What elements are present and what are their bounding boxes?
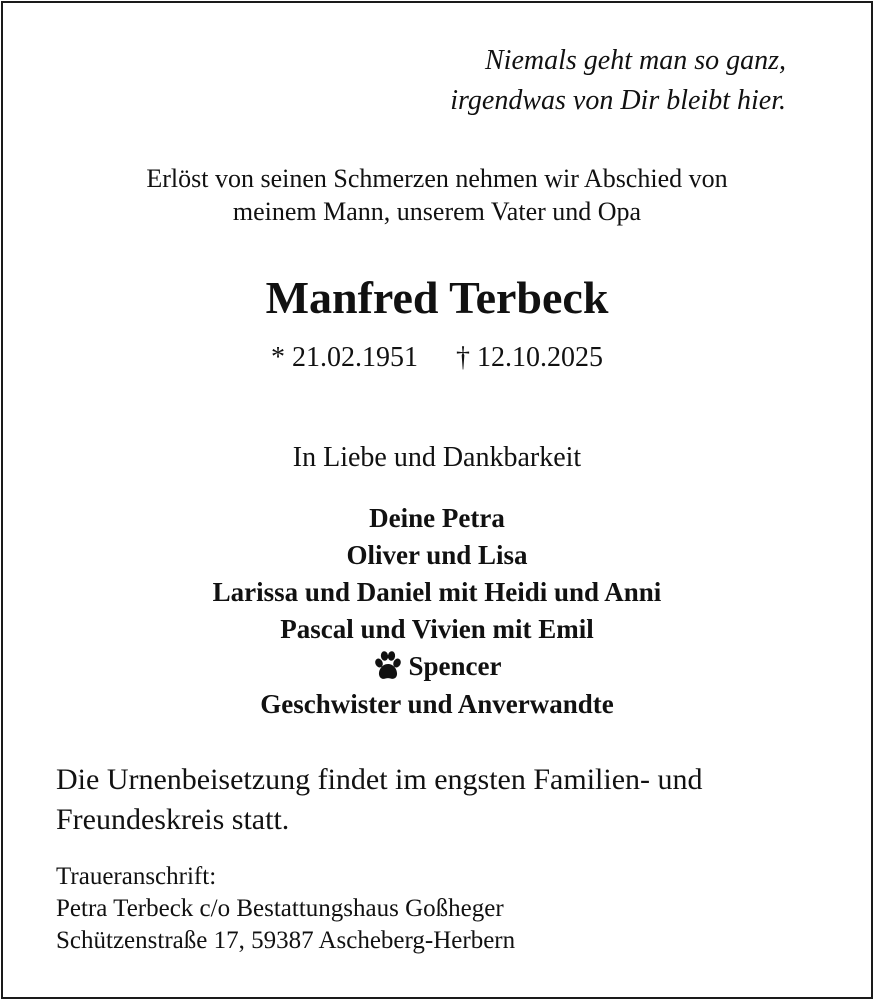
life-dates (0, 340, 874, 376)
mourner-line-6: Geschwister und Anverwandte (260, 689, 614, 719)
notice-line-1: Die Urnenbeisetzung findet im engsten Familien- und (56, 763, 703, 796)
mourner-line-1: Deine Petra (369, 503, 505, 533)
address-line-2: Schützenstraße 17, 59387 Ascheberg-Herbern (56, 927, 516, 954)
birth-date: * 21.02.1951 (271, 342, 418, 373)
mourner-line-2: Oliver und Lisa (346, 540, 528, 570)
mourner-line-5 (0, 648, 874, 684)
notice-line-2: Freundeskreis statt. (56, 803, 290, 836)
deceased-name: Manfred Terbeck (265, 272, 609, 323)
dedication: In Liebe und Dankbarkeit (292, 442, 582, 473)
death-date: † 12.10.2025 (456, 342, 603, 373)
mourner-line-3: Larissa und Daniel mit Heidi und Anni (212, 577, 662, 607)
pet-name: Spencer (408, 651, 502, 681)
address-line-1: Petra Terbeck c/o Bestattungshaus Goßheger (56, 895, 504, 922)
paw-icon (373, 650, 403, 682)
motto-line-1: Niemals geht man so ganz, (485, 45, 786, 76)
mourner-line-4: Pascal und Vivien mit Emil (280, 614, 594, 644)
intro-line-1: Erlöst von seinen Schmerzen nehmen wir Abschied von (146, 164, 728, 193)
motto-line-2: irgendwas von Dir bleibt hier. (450, 85, 786, 116)
address-label: Traueranschrift: (56, 863, 217, 890)
intro-line-2: meinem Mann, unserem Vater und Opa (232, 197, 642, 226)
